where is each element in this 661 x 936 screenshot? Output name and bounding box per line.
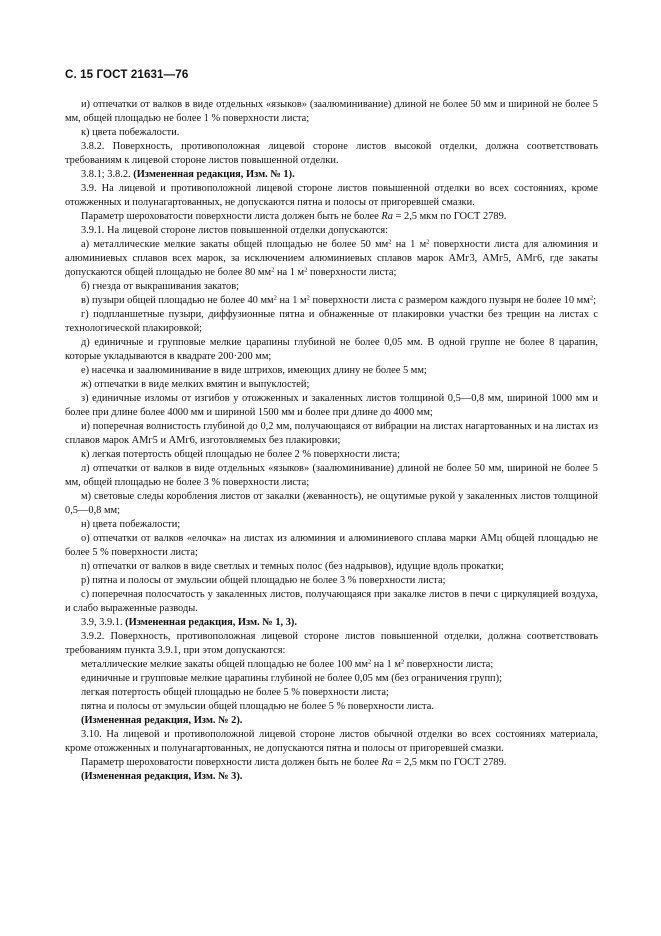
paragraph: г) подпланшетные пузыри, диффузионные пятна и обнаженные от плакировки участки без трещин на листах с технологической плакировкой; xyxy=(65,309,598,334)
amendment-note: (Измененная редакция, Изм. № 1, 3). xyxy=(125,617,297,628)
paragraph: 3.10. На лицевой и противоположной лицевой стороне листов обычной отделки во всех состояниях материала, кроме отожженных и полунагартованных, не допускаются пятна и полосы от пригоревшей смазки. xyxy=(65,729,598,754)
paragraph: п) отпечатки от валков в виде светлых и темных полос (без надрывов), идущие вдоль прокатки; xyxy=(81,561,504,572)
paragraph: 3.9.2. Поверхность, противоположная лицевой стороне листов повышенной отделки, должна соответствовать требованиям пункта 3.9.1, при этом допускаются: xyxy=(65,631,598,656)
roughness-symbol: Ra xyxy=(381,211,393,222)
paragraph: с) поперечная полосчатость у закаленных листов, получающаяся при закалке листов в печи с циркуляцией воздуха, и слабо выраженные разводы. xyxy=(65,589,598,614)
text-run: на 1 м xyxy=(391,239,427,250)
paragraph: и) отпечатки от валков в виде отдельных «языков» (заалюминивание) длиной не более 50 мм и шириной не более 5 мм, общей площадью не более 1 % поверхности листа; xyxy=(65,99,598,124)
paragraph: д) единичные и групповые мелкие царапины глубиной не более 0,05 мм. В одной группе не более 8 царапин, которые укладываются в квадрате 200·200 мм; xyxy=(65,337,598,362)
paragraph: е) насечка и заалюминивание в виде штрихов, имеющих длину не более 5 мм; xyxy=(81,365,427,376)
text-run: = 2,5 мкм по ГОСТ 2789. xyxy=(395,757,507,768)
clause-ref: 3.9, 3.9.1. xyxy=(81,617,123,628)
roughness-paragraph xyxy=(65,756,598,770)
roughness-paragraph xyxy=(65,210,598,224)
paragraph: к) цвета побежалости. xyxy=(81,127,180,138)
page-header: С. 15 ГОСТ 21631—76 xyxy=(65,68,189,81)
paragraph: легкая потертость общей площадью не более 5 % поверхности листа; xyxy=(81,687,389,698)
document-body xyxy=(65,98,598,784)
text-run: на 1 м xyxy=(276,295,307,306)
roughness-symbol: Ra xyxy=(381,757,393,768)
text-run: металлические мелкие закаты общей площадью не более 100 мм xyxy=(81,659,368,670)
paragraph-closed-rolls xyxy=(65,658,598,672)
superscript: 2 xyxy=(367,658,372,666)
text-run: а) металлические мелкие закаты общей площадью не более 50 мм xyxy=(81,239,389,250)
text-run: Параметр шероховатости поверхности листа должен быть не более xyxy=(81,211,379,222)
text-run: в) пузыри общей площадью не более 40 мм xyxy=(81,295,274,306)
paragraph: м) световые следы коробления листов от закалки (жеванность), не ощутимые рукой у закаленных листов толщиной 0,5—0,8 мм; xyxy=(65,491,598,516)
superscript: 2 xyxy=(273,294,277,302)
paragraph: 3.8.2. Поверхность, противоположная лицевой стороне листов высокой отделки, должна соответствовать требованиям к лицевой стороне листов повышенной отделки. xyxy=(65,141,598,166)
paragraph: к) легкая потертость общей площадью не более 2 % поверхности листа; xyxy=(81,449,401,460)
text-run: поверхности листа для алюминия и алюминиевых сплавов всех марок, за исключением алюминиевых сплавов марок АМг3, АМг5, АМг6, где закаты допускаются общей площадью не более 80 мм xyxy=(65,239,598,278)
amendment-note: (Измененная редакция, Изм. № 1). xyxy=(133,169,295,180)
paragraph: 3.9. На лицевой и противоположной лицевой стороне листов повышенной отделки во всех состояниях, кроме отожженных и полунагартованных, не допускаются пятна и полосы от пригоревшей смазки. xyxy=(65,183,598,208)
superscript: 2 xyxy=(304,266,308,274)
paragraph: единичные и групповые мелкие царапины глубиной не более 0,05 мм (без ограничения групп); xyxy=(81,673,502,684)
paragraph: з) единичные изломы от изгибов у отожженных и закаленных листов толщиной 0,5—0,8 мм, шириной 1000 мм и более при длине более 4000 мм и шириной 1500 мм и более при длине до 4000 мм; xyxy=(65,393,598,418)
paragraph: ж) отпечатки в виде мелких вмятин и выпуклостей; xyxy=(81,379,310,390)
superscript: 2 xyxy=(271,266,275,274)
paragraph: пятна и полосы от эмульсии общей площадью не более 5 % поверхности листа. xyxy=(81,701,434,712)
paragraph-v xyxy=(65,294,598,308)
superscript: 2 xyxy=(388,238,392,246)
amendment-paragraph xyxy=(65,616,598,630)
paragraph: р) пятна и полосы от эмульсии общей площадью не более 3 % поверхности листа; xyxy=(81,575,446,586)
text-run: поверхности листа с размером каждого пузыря не более 10 мм xyxy=(309,295,590,306)
text-run: Параметр шероховатости поверхности листа должен быть не более xyxy=(81,757,379,768)
text-run: поверхности листа; xyxy=(307,267,397,278)
superscript: 2 xyxy=(306,294,310,302)
text-run: на 1 м xyxy=(371,659,401,670)
text-run: = 2,5 мкм по ГОСТ 2789. xyxy=(395,211,507,222)
clause-ref: 3.8.1; 3.8.2. xyxy=(81,169,131,180)
paragraph-a xyxy=(65,238,598,280)
text-run: ; xyxy=(593,295,596,306)
text-run: поверхности листа; xyxy=(404,659,494,670)
superscript: 2 xyxy=(589,294,594,302)
amendment-note: (Измененная редакция, Изм. № 2). xyxy=(81,715,243,726)
paragraph: л) отпечатки от валков в виде отдельных «языков» (заалюминивание) длиной не более 50 мм, шириной не более 5 мм, общей площадью не более 3 % поверхности листа; xyxy=(65,463,598,488)
superscript: 2 xyxy=(400,658,405,666)
paragraph: б) гнезда от выкрашивания закатов; xyxy=(81,281,240,292)
amendment-note: (Измененная редакция, Изм. № 3). xyxy=(81,771,243,782)
paragraph: и) поперечная волнистость глубиной до 0,2 мм, получающаяся от вибрации на листах нагартованных и на листах из сплавов марок АМг5 и АМг6, изготовляемых без плакировки; xyxy=(65,421,598,446)
paragraph: 3.9.1. На лицевой стороне листов повышенной отделки допускаются: xyxy=(81,225,389,236)
paragraph: о) отпечатки от валков «елочка» на листах из алюминия и алюминиевого сплава марки АМц общей площадью не более 5 % поверхности листа; xyxy=(65,533,598,558)
amendment-paragraph xyxy=(65,168,598,182)
text-run: на 1 м xyxy=(274,267,305,278)
paragraph: н) цвета побежалости; xyxy=(81,519,181,530)
superscript: 2 xyxy=(426,238,430,246)
